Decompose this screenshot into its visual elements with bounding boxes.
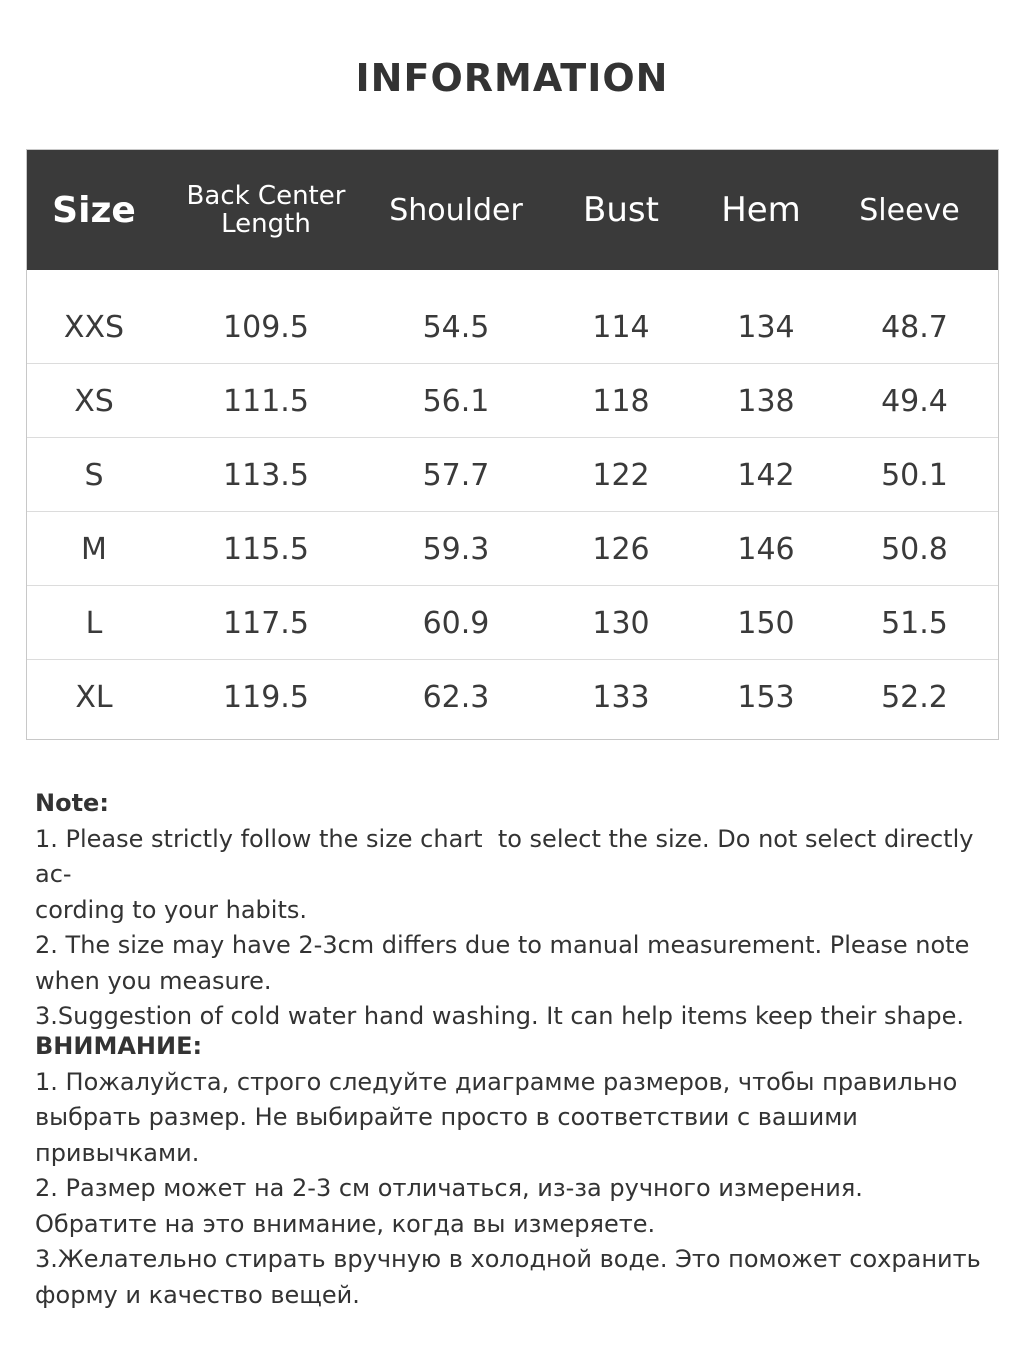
table-row — [27, 660, 998, 734]
header-size: Size — [52, 189, 136, 231]
cell-bust: 133 — [592, 679, 650, 715]
cell-hem: 134 — [737, 309, 795, 345]
note-line: when you measure. — [35, 966, 272, 995]
cell-size: XL — [75, 679, 113, 715]
header-sleeve: Sleeve — [859, 192, 960, 228]
cell-sleeve: 50.8 — [881, 531, 948, 567]
cell-hem: 146 — [737, 531, 795, 567]
cell-sleeve: 51.5 — [881, 605, 948, 641]
note-line: выбрать размер. Не выбирайте просто в соответствии с вашими — [35, 1103, 858, 1131]
cell-hem: 142 — [737, 457, 795, 493]
cell-sleeve: 48.7 — [881, 309, 948, 345]
size-chart-table — [26, 149, 999, 740]
note-line: 1. Пожалуйста, строго следуйте диаграмме размеров, чтобы правильно — [35, 1067, 958, 1096]
note-line: 1. Please strictly follow the size chart to select the size. Do not select directly ac- — [35, 824, 982, 888]
cell-hem: 153 — [737, 679, 795, 715]
note-heading: ВНИМАНИЕ: — [35, 1032, 203, 1060]
cell-shoulder: 56.1 — [422, 383, 490, 419]
note-line: 2. Размер может на 2-3 см отличаться, из-за ручного измерения. — [35, 1174, 863, 1202]
cell-bust: 126 — [592, 531, 650, 567]
header-shoulder: Shoulder — [389, 192, 523, 228]
cell-bust: 130 — [592, 605, 650, 641]
cell-back-center-length: 115.5 — [223, 531, 309, 567]
table-row — [27, 438, 998, 512]
cell-back-center-length: 117.5 — [223, 605, 309, 641]
header-bust: Bust — [583, 190, 659, 230]
note-line: cording to your habits. — [35, 895, 307, 924]
cell-bust: 114 — [592, 309, 650, 345]
table-row — [27, 512, 998, 586]
cell-shoulder: 60.9 — [422, 605, 490, 641]
cell-bust: 122 — [592, 457, 650, 493]
cell-size: XS — [74, 383, 114, 419]
note-russian — [35, 1029, 995, 1313]
header-hem: Hem — [721, 190, 801, 230]
cell-back-center-length: 119.5 — [223, 679, 309, 715]
note-line: 3.Suggestion of cold water hand washing. It can help items keep their shape. — [35, 1002, 965, 1030]
cell-size: XXS — [63, 309, 125, 345]
page-title: INFORMATION — [355, 56, 669, 100]
cell-back-center-length: 113.5 — [223, 457, 309, 493]
cell-size: M — [81, 531, 107, 567]
cell-sleeve: 52.2 — [881, 679, 948, 715]
note-line: Обратите на это внимание, когда вы измеряете. — [35, 1209, 656, 1238]
cell-sleeve: 49.4 — [881, 383, 948, 419]
cell-size: S — [84, 457, 104, 493]
cell-size: L — [85, 605, 103, 641]
cell-shoulder: 62.3 — [422, 679, 490, 715]
cell-back-center-length: 109.5 — [223, 309, 309, 345]
note-line: 3.Желательно стирать вручную в холодной воде. Это поможет сохранить — [35, 1245, 981, 1273]
table-row — [27, 290, 998, 364]
cell-shoulder: 54.5 — [422, 309, 490, 345]
cell-bust: 118 — [592, 383, 650, 419]
cell-shoulder: 59.3 — [422, 531, 490, 567]
table-row — [27, 586, 998, 660]
table-row — [27, 364, 998, 438]
cell-hem: 138 — [737, 383, 795, 419]
cell-shoulder: 57.7 — [422, 457, 490, 493]
note-english — [35, 786, 995, 1035]
note-heading: Note: — [35, 789, 109, 817]
header-back-center-length: Back Center Length — [186, 181, 346, 239]
cell-sleeve: 50.1 — [881, 457, 948, 493]
cell-back-center-length: 111.5 — [223, 383, 309, 419]
note-line: 2. The size may have 2-3cm differs due to manual measurement. Please note — [35, 931, 970, 959]
cell-hem: 150 — [737, 605, 795, 641]
note-line: привычками. — [35, 1138, 200, 1167]
table-header — [27, 150, 998, 270]
note-line: форму и качество вещей. — [35, 1280, 360, 1309]
